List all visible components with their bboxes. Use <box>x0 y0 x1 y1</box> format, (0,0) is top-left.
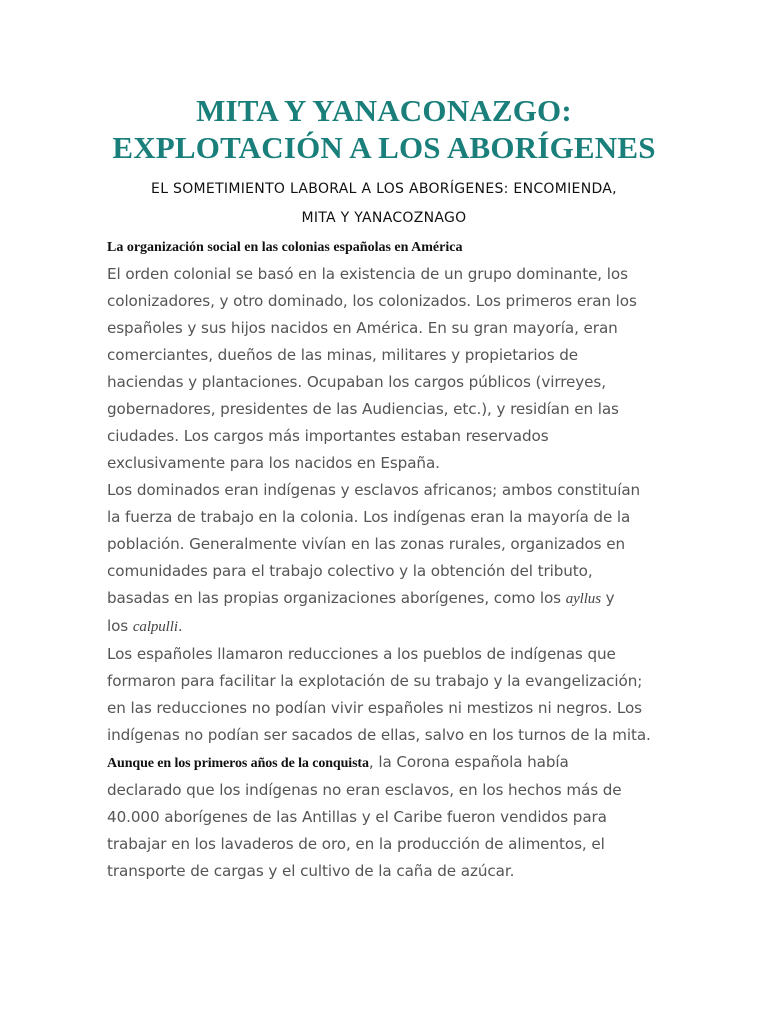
title-line: MITA Y YANACONAZGO: <box>196 93 572 128</box>
text-segment: . <box>177 617 183 635</box>
text-line: la fuerza de trabajo en la colonia. Los indígenas eran la mayoría de la <box>107 508 631 526</box>
paragraph-reductions <box>107 641 661 749</box>
text-line: gobernadores, presidentes de las Audiencias, etc.), y residían en las <box>107 400 619 418</box>
section-heading: La organización social en las colonias españolas en América <box>107 240 463 255</box>
text-line: transporte de cargas y el cultivo de la caña de azúcar. <box>107 862 515 880</box>
text-segment: , la Corona española había <box>368 753 569 771</box>
title-line: EXPLOTACIÓN A LOS ABORÍGENES <box>112 130 656 165</box>
text-line: Los españoles llamaron reducciones a los pueblos de indígenas que <box>107 645 616 663</box>
term-ayllus: ayllus <box>565 591 601 607</box>
text-line <box>107 613 661 641</box>
subtitle-line: EL SOMETIMIENTO LABORAL A LOS ABORÍGENES: ENCOMIENDA, <box>151 181 617 197</box>
text-line: comunidades para el trabajo colectivo y la obtención del tributo, <box>107 562 593 580</box>
text-line: Los dominados eran indígenas y esclavos africanos; ambos constituían <box>107 481 641 499</box>
text-segment: basadas en las propias organizaciones aborígenes, como los <box>107 589 566 607</box>
subtitle-line: MITA Y YANACOZNAGO <box>301 210 467 226</box>
text-line: haciendas y plantaciones. Ocupaban los cargos públicos (virreyes, <box>107 373 606 391</box>
text-line: en las reducciones no podían vivir españoles ni mestizos ni negros. Los <box>107 699 642 717</box>
paragraph-conquest <box>107 749 661 885</box>
text-line: El orden colonial se basó en la existencia de un grupo dominante, los <box>107 265 628 283</box>
term-calpulli: calpulli <box>132 619 178 635</box>
document-subtitle <box>87 175 681 233</box>
text-line: comerciantes, dueños de las minas, militares y propietarios de <box>107 346 579 364</box>
text-line <box>107 585 661 613</box>
text-line: 40.000 aborígenes de las Antillas y el Caribe fueron vendidos para <box>107 808 607 826</box>
text-line: formaron para facilitar la explotación de su trabajo y la evangelización; <box>107 672 643 690</box>
text-line: españoles y sus hijos nacidos en América. En su gran mayoría, eran <box>107 319 618 337</box>
text-line: población. Generalmente vivían en las zonas rurales, organizados en <box>107 535 625 553</box>
text-segment: los <box>107 617 133 635</box>
paragraph-dominated <box>107 477 661 641</box>
text-line: ciudades. Los cargos más importantes estaban reservados <box>107 427 549 445</box>
text-line: indígenas no podían ser sacados de ellas, salvo en los turnos de la mita. <box>107 726 651 744</box>
text-line: colonizadores, y otro dominado, los colonizados. Los primeros eran los <box>107 292 637 310</box>
text-line: declarado que los indígenas no eran esclavos, en los hechos más de <box>107 781 622 799</box>
text-segment: y <box>600 589 615 607</box>
bold-lead-text: Aunque en los primeros años de la conquista <box>107 756 369 771</box>
text-line <box>107 749 661 777</box>
text-line: exclusivamente para los nacidos en España. <box>107 454 440 472</box>
text-line: trabajar en los lavaderos de oro, en la producción de alimentos, el <box>107 835 605 853</box>
paragraph-colonial-order <box>107 261 661 477</box>
document-title <box>107 0 661 166</box>
